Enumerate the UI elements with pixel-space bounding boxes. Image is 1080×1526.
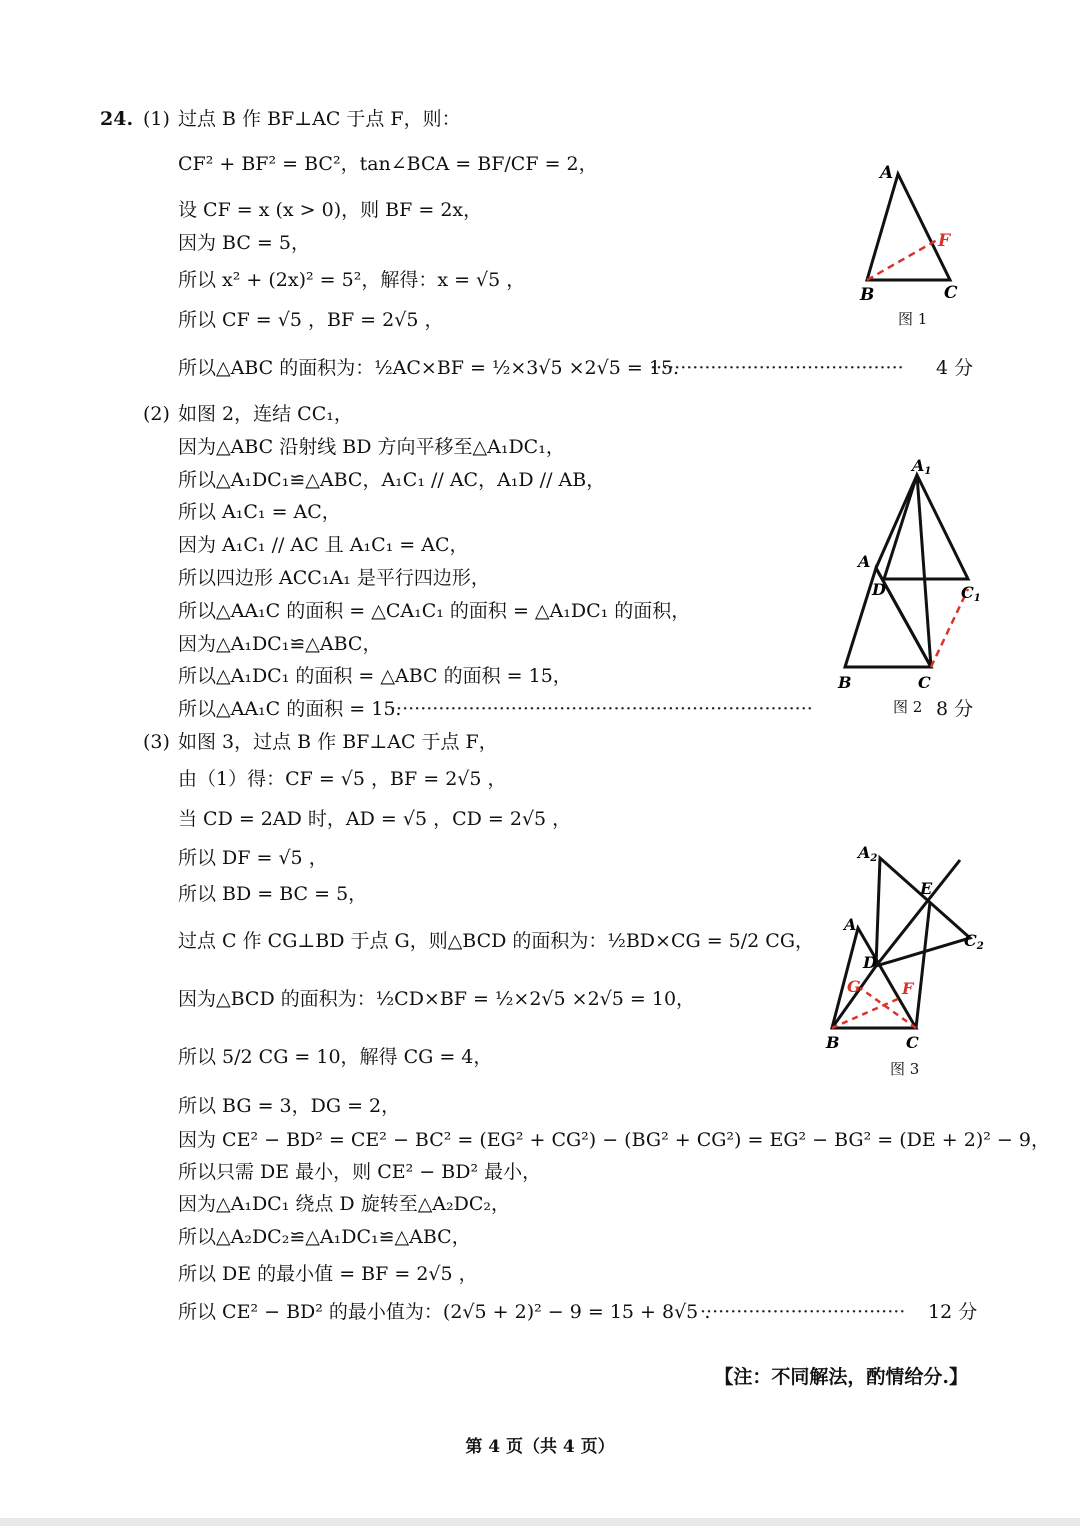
- part3-line: 所以 BD = BC = 5，: [178, 883, 368, 905]
- label-c1: C1: [961, 583, 981, 604]
- page-footer: 第 4 页（共 4 页）: [465, 1437, 615, 1457]
- part1-line: 过点 B 作 BF⊥AC 于点 F，则：: [178, 108, 461, 130]
- part3-score: 12 分: [928, 1301, 978, 1323]
- part3-line: 所以 CE² − BD² 的最小值为：(2√5 + 2)² − 9 = 15 + 8√5 .: [178, 1301, 711, 1323]
- part3-line: 所以 5/2 CG = 10，解得 CG = 4，: [178, 1046, 493, 1068]
- part1-score: 4 分: [936, 357, 974, 379]
- part2-line: 所以 A₁C₁ = AC，: [178, 501, 341, 523]
- label-b: B: [838, 673, 852, 692]
- part2-line: 因为△ABC 沿射线 BD 方向平移至△A₁DC₁，: [178, 436, 565, 458]
- part3-line: 所以 DF = √5 ，: [178, 847, 328, 869]
- part1-line: 设 CF = x (x > 0)，则 BF = 2x，: [178, 199, 483, 221]
- label-d: D: [863, 953, 877, 972]
- triangle-a1dc1: [884, 475, 968, 579]
- part2-score: 8 分: [936, 698, 974, 720]
- triangle-abc: [832, 928, 916, 1028]
- figure-1: [850, 160, 970, 310]
- segment-ce: [916, 902, 930, 1028]
- part1-line: 因为 BC = 5，: [178, 232, 310, 254]
- part3-line: 所以 BG = 3，DG = 2，: [178, 1095, 401, 1117]
- label-c2: C2: [964, 931, 984, 952]
- part2-line: 因为 A₁C₁ // AC 且 A₁C₁ = AC，: [178, 534, 469, 556]
- triangle-abc: [845, 568, 931, 667]
- label-c: C: [944, 283, 958, 303]
- label-b: B: [826, 1033, 840, 1052]
- part1-line: 所以 CF = √5 ，BF = 2√5 ，: [178, 309, 444, 331]
- label-f: F: [902, 979, 914, 998]
- part1-label: (1): [143, 108, 170, 130]
- part3-line: 如图 3，过点 B 作 BF⊥AC 于点 F，: [178, 731, 498, 753]
- label-c: C: [906, 1033, 919, 1052]
- dot-leader: ······································································: [390, 698, 813, 720]
- triangle-abc: [867, 174, 950, 280]
- part1-line: 所以 x² + (2x)² = 5²，解得：x = √5 ，: [178, 269, 526, 291]
- segment-aa1: [876, 475, 917, 568]
- part3-line: 过点 C 作 CG⊥BD 于点 G，则△BCD 的面积为：½BD×CG = 5/2 CG，: [178, 930, 815, 952]
- label-f: F: [938, 231, 951, 251]
- label-e: E: [920, 879, 933, 898]
- part3-line: 所以 DE 的最小值 = BF = 2√5 ，: [178, 1263, 478, 1285]
- part2-line: 如图 2，连结 CC₁，: [178, 403, 353, 425]
- bottom-edge: [0, 1518, 1080, 1526]
- figure-2-caption: 图 2: [893, 698, 923, 716]
- dot-leader: ··································: [700, 1301, 906, 1323]
- segment-a1c: [917, 475, 931, 667]
- part3-line: 因为△BCD 的面积为：½CD×BF = ½×2√5 ×2√5 = 10，: [178, 988, 696, 1010]
- label-a1: A1: [912, 456, 932, 477]
- part2-line: 所以四边形 ACC₁A₁ 是平行四边形，: [178, 567, 490, 589]
- part2-line: 因为△A₁DC₁≌△ABC，: [178, 633, 382, 655]
- figure-3-caption: 图 3: [890, 1060, 920, 1078]
- figure-2: [830, 455, 985, 695]
- part3-label: (3): [143, 731, 170, 753]
- part2-line: 所以△AA₁C 的面积 = 15.: [178, 698, 402, 720]
- part3-line: 当 CD = 2AD 时，AD = √5 ，CD = 2√5 ，: [178, 808, 572, 830]
- label-a: A: [858, 552, 871, 571]
- part1-line: CF² + BF² = BC²，tan∠BCA = BF/CF = 2，: [178, 153, 598, 175]
- label-a: A: [844, 915, 857, 934]
- label-d: D: [872, 580, 886, 599]
- part3-line: 由（1）得：CF = √5 ，BF = 2√5 ，: [178, 768, 507, 790]
- part3-line: 所以△A₂DC₂≌△A₁DC₁≌△ABC，: [178, 1226, 471, 1248]
- part3-line: 因为 CE² − BD² = CE² − BC² = (EG² + CG²) − (BG² + CG²) = EG² − BG² = (DE + 2)² − 9，: [178, 1129, 1050, 1151]
- label-b: B: [860, 285, 875, 305]
- part3-line: 因为△A₁DC₁ 绕点 D 旋转至△A₂DC₂，: [178, 1193, 511, 1215]
- label-a2: A2: [858, 843, 878, 864]
- label-c: C: [918, 673, 931, 692]
- part2-line: 所以△A₁DC₁≌△ABC，A₁C₁ // AC，A₁D // AB，: [178, 469, 606, 491]
- figure-1-caption: 图 1: [898, 310, 928, 328]
- label-a: A: [880, 163, 894, 183]
- part3-line: 所以只需 DE 最小，则 CE² − BD² 最小，: [178, 1161, 542, 1183]
- figure-3: [820, 838, 990, 1058]
- part1-line: 所以△ABC 的面积为：½AC×BF = ½×3√5 ×2√5 = 15.: [178, 357, 680, 379]
- label-g: G: [847, 977, 861, 996]
- problem-number: 24.: [100, 108, 134, 130]
- part2-label: (2): [143, 403, 170, 425]
- part2-line: 所以△A₁DC₁ 的面积 = △ABC 的面积 = 15，: [178, 665, 572, 687]
- ray-de: [876, 860, 960, 966]
- dot-leader: ··········································: [650, 357, 904, 379]
- part2-line: 所以△AA₁C 的面积 = △CA₁C₁ 的面积 = △A₁DC₁ 的面积，: [178, 600, 691, 622]
- grading-note: 【注：不同解法，酌情给分.】: [714, 1366, 968, 1388]
